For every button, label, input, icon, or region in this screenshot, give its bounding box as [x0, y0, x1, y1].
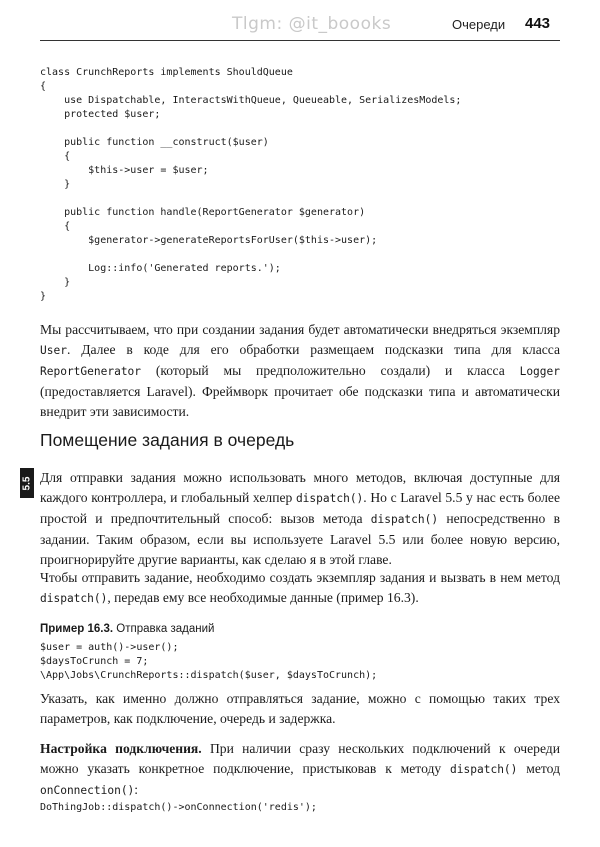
paragraph-dispatch-example: [40, 568, 560, 609]
bold-lead: Настройка подключения.: [40, 741, 202, 756]
example-caption: [40, 623, 214, 635]
inline-code: ReportGenerator: [40, 365, 142, 378]
code-line: {: [40, 81, 47, 92]
code-line: DoThingJob::dispatch()->onConnection('redis');: [40, 802, 317, 813]
code-line: $user = auth()->user();: [40, 642, 179, 653]
text: Чтобы отправить задание, необходимо создать экземпляр задания и вызвать в нем метод: [40, 570, 560, 585]
inline-code: Logger: [519, 365, 560, 378]
inline-code: dispatch(): [450, 763, 518, 776]
code-line: $generator->generateReportsForUser($this->user);: [40, 235, 378, 246]
text: , передав ему все необходимые данные (пример 16.3).: [107, 590, 419, 605]
text: непосредственно в задании. Таким образом, если вы используете Laravel 5.5 или более новую версию, проигнорируйте другие варианты, как сделаю я в этой главе.: [40, 511, 560, 567]
version-label: 5.5: [21, 476, 33, 490]
code-line: }: [40, 277, 71, 288]
page-number: 443: [525, 15, 551, 32]
page-header: [0, 0, 600, 40]
text: Для отправки задания можно использовать много методов, включая доступные для каждого контроллера, и глобальный хелпер: [40, 470, 560, 505]
watermark: Tlgm: @it_boooks: [232, 14, 392, 34]
code-block-on-connection: [40, 801, 317, 815]
code-line: use Dispatchable, InteractsWithQueue, Queueable, SerializesModels;: [40, 95, 462, 106]
code-line: \App\Jobs\CrunchReports::dispatch($user, $daysToCrunch);: [40, 670, 378, 681]
code-line: {: [40, 221, 71, 232]
inline-code: onConnection(): [40, 784, 135, 797]
inline-code: dispatch(): [40, 592, 108, 605]
paragraph-dispatch-methods: [40, 468, 560, 570]
text: (который мы предположительно создали) и класса: [141, 363, 520, 378]
text: Указать, как именно должно отправляться задание, можно с помощью таких трех параметров, как подключение, очередь и задержка.: [40, 691, 560, 726]
code-line: }: [40, 179, 71, 190]
code-line: public function handle(ReportGenerator $generator): [40, 207, 366, 218]
code-line: protected $user;: [40, 109, 161, 120]
inline-code: dispatch(): [370, 513, 439, 526]
version-side-tab: [20, 468, 34, 498]
text: :: [134, 782, 139, 797]
code-block-crunch-reports: [40, 66, 461, 304]
code-line: }: [40, 291, 47, 302]
code-line: [40, 248, 461, 262]
text: . Далее в коде для его обработки размещаем подсказки типа для класса: [66, 342, 560, 357]
paragraph-dependency-injection: [40, 320, 560, 422]
inline-code: dispatch(): [295, 492, 364, 505]
example-label: Пример 16.3.: [40, 623, 114, 635]
text: Мы рассчитываем, что при создании задания будет автоматически внедряться экземпляр: [40, 322, 560, 337]
code-line: $daysToCrunch = 7;: [40, 656, 149, 667]
code-line: [40, 192, 461, 206]
code-line: public function __construct($user): [40, 137, 269, 148]
code-line: class CrunchReports implements ShouldQueue: [40, 67, 293, 78]
inline-code: User: [40, 344, 67, 357]
header-rule: [40, 40, 560, 41]
section-heading: Помещение задания в очередь: [40, 430, 295, 450]
code-line: [40, 122, 461, 136]
text: (предоставляется Laravel). Фреймворк прочитает обе подсказки типа и автоматически внедрит эти зависимости.: [40, 384, 560, 419]
code-line: $this->user = $user;: [40, 165, 209, 176]
code-line: {: [40, 151, 71, 162]
code-block-dispatch: [40, 641, 377, 683]
text: метод: [517, 761, 560, 776]
text: При наличии сразу нескольких подключений к очереди можно указать конкретное подключение, пристыковав к методу: [40, 741, 560, 776]
text: . Но с Laravel 5.5 у нас есть более простой и предпочтительный способ: вызов метода: [40, 490, 560, 526]
paragraph-connection: [40, 739, 560, 801]
running-header-section: Очереди: [452, 17, 506, 32]
example-title: Отправка заданий: [113, 623, 215, 635]
paragraph-parameters: [40, 689, 560, 729]
code-line: Log::info('Generated reports.');: [40, 263, 281, 274]
